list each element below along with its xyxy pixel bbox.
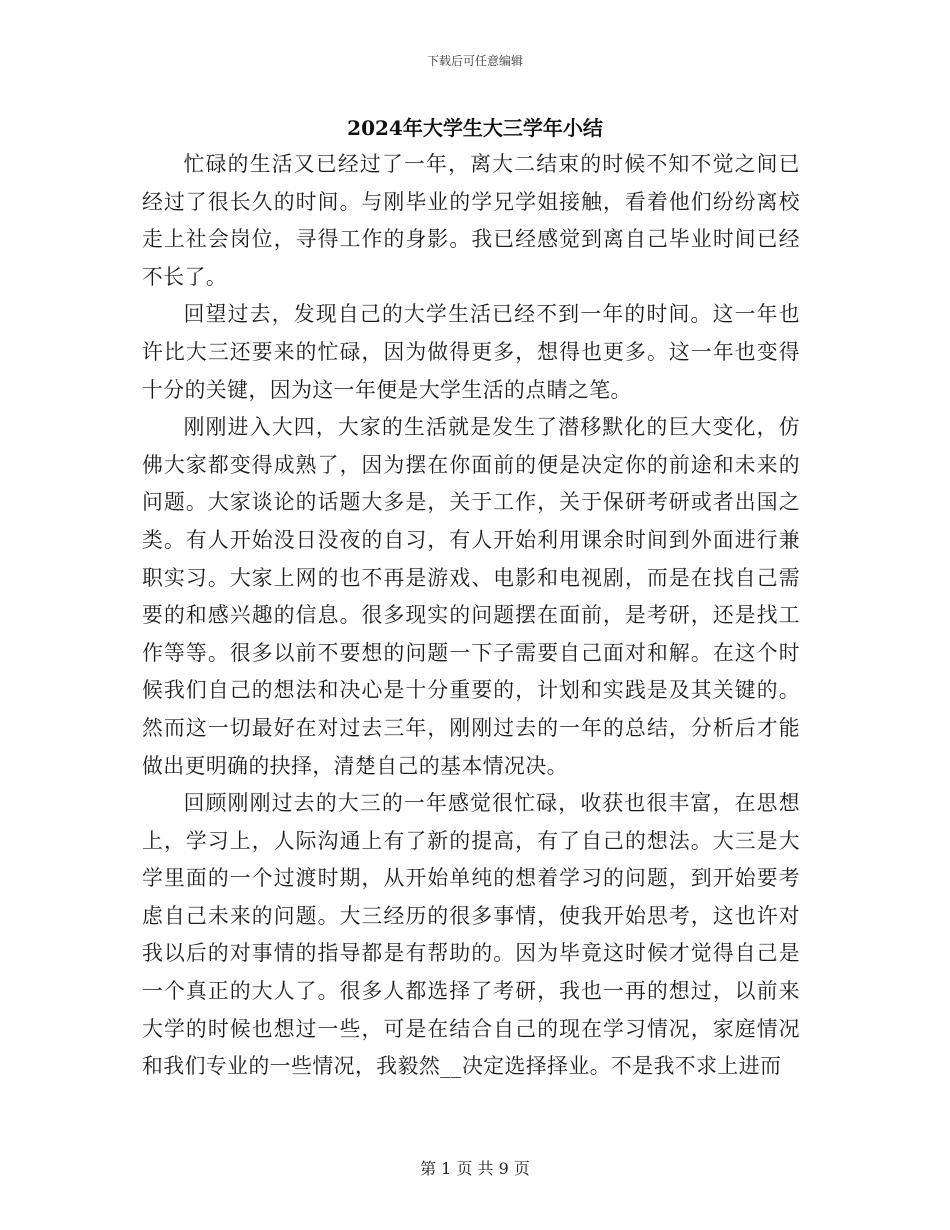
document-title: 2024年大学生大三学年小结	[347, 116, 603, 140]
page-header: 下载后可任意编辑	[426, 54, 523, 68]
paragraph-1: 忙碌的生活又已经过了一年，离大二结束的时候不知不觉之间已经过了很长久的时间。与刚毕业的学兄学姐接触，看着他们纷纷离校走上社会岗位，寻得工作的身影。我已经感觉到离自己毕业时间已经不长了。	[142, 152, 800, 289]
paragraph-2: 回望过去，发现自己的大学生活已经不到一年的时间。这一年也许比大三还要来的忙碌，因为做得更多，想得也更多。这一年也变得十分的关键，因为这一年便是大学生活的点睛之笔。	[142, 302, 800, 402]
paragraph-3: 刚刚进入大四，大家的生活就是发生了潜移默化的巨大变化，仿佛大家都变得成熟了，因为摆在你面前的便是决定你的前途和未来的问题。大家谈论的话题大多是，关于工作，关于保研考研或者出国之类。有人开始没日没夜的自习，有人开始利用课余时间到外面进行兼职实习。大家上网的也不再是游戏、电影和电视剧，而是在找自己需要的和感兴趣的信息。很多现实的问题摆在面前，是考研，还是找工作等等。很多以前不要想的问题一下子需要自己面对和解。在这个时候我们自己的想法和决心是十分重要的，计划和实践是及其关键的。然而这一切最好在对过去三年，刚刚过去的一年的总结，分析后才能做出更明确的抉择，清楚自己的基本情况决。	[142, 415, 800, 778]
document-body	[142, 146, 800, 1086]
paragraph-4: 回顾刚刚过去的大三的一年感觉很忙碌，收获也很丰富，在思想上，学习上，人际沟通上有了新的提高，有了自己的想法。大三是大学里面的一个过渡时期，从开始单纯的想着学习的问题，到开始要考虑自己未来的问题。大三经历的很多事情，使我开始思考，这也许对我以后的对事情的指导都是有帮助的。因为毕竟这时候才觉得自己是一个真正的大人了。很多人都选择了考研，我也一再的想过，以前来大学的时候也想过一些，可是在结合自己的现在学习情况，家庭情况和我们专业的一些情况，我毅然__决定选择择业。不是我不求上进而	[142, 791, 800, 1079]
page-footer: 第 1 页 共 9 页	[420, 1159, 530, 1178]
